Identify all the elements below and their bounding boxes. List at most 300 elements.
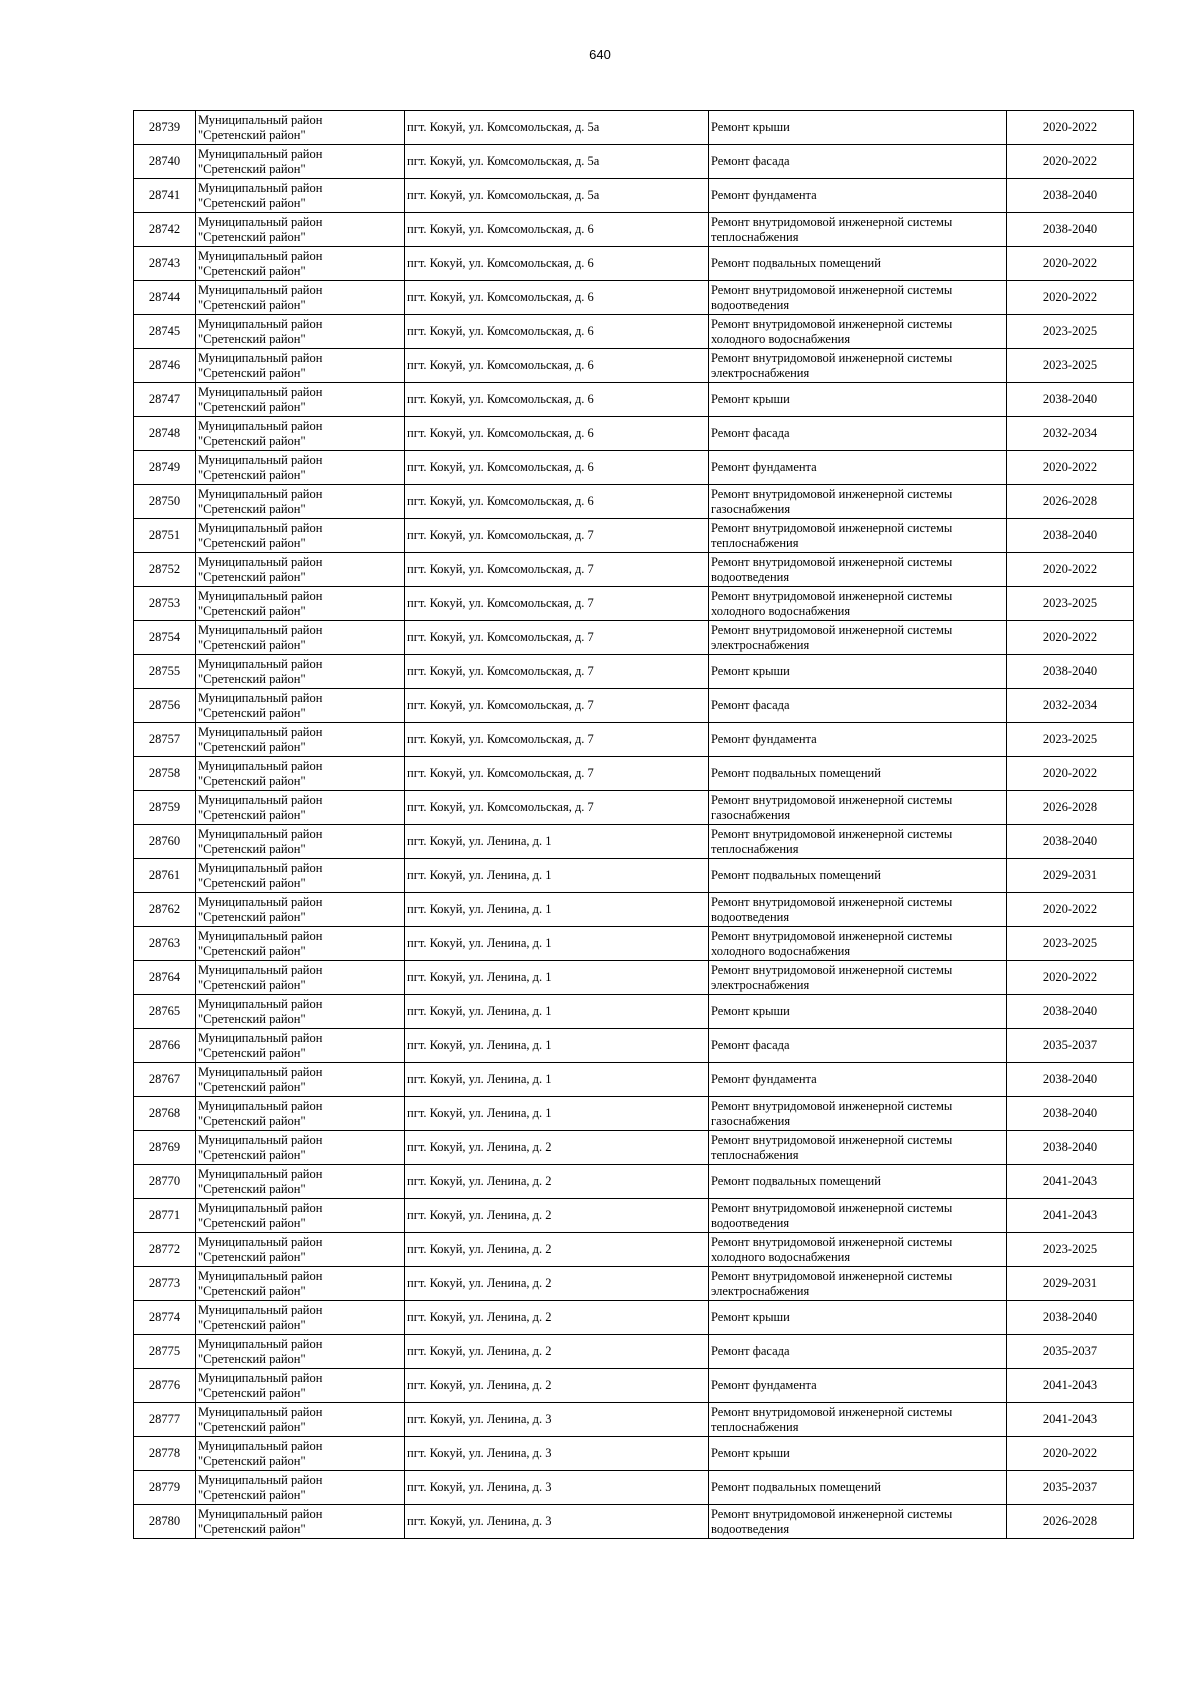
municipality-line-1: Муниципальный район <box>198 962 323 977</box>
table-row <box>134 417 1134 451</box>
period-cell: 2038-2040 <box>1007 655 1134 689</box>
work-type-line-1: Ремонт фундамента <box>711 188 817 202</box>
municipality-cell <box>196 723 405 757</box>
work-type-cell <box>709 247 1007 281</box>
address-cell: пгт. Кокуй, ул. Комсомольская, д. 6 <box>405 485 709 519</box>
work-type-line-2: теплоснабжения <box>711 1147 799 1162</box>
record-number-cell: 28764 <box>134 961 196 995</box>
period-cell: 2038-2040 <box>1007 179 1134 213</box>
work-type-line-1: Ремонт подвальных помещений <box>711 868 881 882</box>
record-number-cell: 28752 <box>134 553 196 587</box>
work-type-line-1: Ремонт фасада <box>711 426 790 440</box>
work-type-line-1: Ремонт внутридомовой инженерной системы <box>711 826 953 841</box>
work-type-line-2: водоотведения <box>711 909 790 924</box>
table-row <box>134 1505 1134 1539</box>
table-row <box>134 111 1134 145</box>
municipality-cell <box>196 757 405 791</box>
municipality-line-2: "Сретенский район" <box>198 1215 306 1230</box>
period-cell: 2023-2025 <box>1007 315 1134 349</box>
municipality-line-1: Муниципальный район <box>198 418 323 433</box>
municipality-cell <box>196 1165 405 1199</box>
municipality-cell <box>196 1131 405 1165</box>
work-type-cell <box>709 1233 1007 1267</box>
work-type-line-1: Ремонт подвальных помещений <box>711 766 881 780</box>
table-row <box>134 1063 1134 1097</box>
address-cell: пгт. Кокуй, ул. Комсомольская, д. 7 <box>405 723 709 757</box>
municipality-line-2: "Сретенский район" <box>198 1249 306 1264</box>
work-type-cell <box>709 1063 1007 1097</box>
period-cell: 2026-2028 <box>1007 485 1134 519</box>
municipality-cell <box>196 587 405 621</box>
address-cell: пгт. Кокуй, ул. Комсомольская, д. 7 <box>405 587 709 621</box>
municipality-cell <box>196 791 405 825</box>
work-type-cell <box>709 1301 1007 1335</box>
municipality-line-2: "Сретенский район" <box>198 1283 306 1298</box>
period-cell: 2035-2037 <box>1007 1471 1134 1505</box>
table-row <box>134 1097 1134 1131</box>
work-type-cell <box>709 859 1007 893</box>
municipality-line-2: "Сретенский район" <box>198 603 306 618</box>
period-cell: 2038-2040 <box>1007 1097 1134 1131</box>
table-row <box>134 757 1134 791</box>
municipality-cell <box>196 553 405 587</box>
record-number-cell: 28747 <box>134 383 196 417</box>
period-cell: 2023-2025 <box>1007 587 1134 621</box>
work-type-line-1: Ремонт подвальных помещений <box>711 1480 881 1494</box>
municipality-line-2: "Сретенский район" <box>198 195 306 210</box>
municipality-line-2: "Сретенский район" <box>198 671 306 686</box>
address-cell: пгт. Кокуй, ул. Ленина, д. 1 <box>405 995 709 1029</box>
record-number-cell: 28771 <box>134 1199 196 1233</box>
record-number-cell: 28757 <box>134 723 196 757</box>
record-number-cell: 28751 <box>134 519 196 553</box>
record-number-cell: 28775 <box>134 1335 196 1369</box>
work-type-line-1: Ремонт крыши <box>711 1310 790 1324</box>
municipality-cell <box>196 383 405 417</box>
municipality-line-1: Муниципальный район <box>198 758 323 773</box>
address-cell: пгт. Кокуй, ул. Ленина, д. 2 <box>405 1131 709 1165</box>
work-type-line-1: Ремонт фасада <box>711 1344 790 1358</box>
municipality-line-2: "Сретенский район" <box>198 297 306 312</box>
municipality-line-1: Муниципальный район <box>198 316 323 331</box>
record-number-cell: 28779 <box>134 1471 196 1505</box>
work-type-cell <box>709 621 1007 655</box>
record-number-cell: 28769 <box>134 1131 196 1165</box>
period-cell: 2026-2028 <box>1007 1505 1134 1539</box>
table-row <box>134 1199 1134 1233</box>
address-cell: пгт. Кокуй, ул. Комсомольская, д. 6 <box>405 451 709 485</box>
work-type-line-1: Ремонт внутридомовой инженерной системы <box>711 282 953 297</box>
work-type-cell <box>709 927 1007 961</box>
municipality-line-2: "Сретенский район" <box>198 127 306 142</box>
municipality-line-1: Муниципальный район <box>198 792 323 807</box>
work-type-cell <box>709 1097 1007 1131</box>
table-row <box>134 995 1134 1029</box>
record-number-cell: 28749 <box>134 451 196 485</box>
address-cell: пгт. Кокуй, ул. Ленина, д. 1 <box>405 825 709 859</box>
municipality-cell <box>196 417 405 451</box>
address-cell: пгт. Кокуй, ул. Ленина, д. 2 <box>405 1267 709 1301</box>
address-cell: пгт. Кокуй, ул. Ленина, д. 1 <box>405 1097 709 1131</box>
municipality-line-1: Муниципальный район <box>198 1200 323 1215</box>
municipality-line-1: Муниципальный район <box>198 1064 323 1079</box>
municipality-line-1: Муниципальный район <box>198 928 323 943</box>
address-cell: пгт. Кокуй, ул. Комсомольская, д. 6 <box>405 213 709 247</box>
work-type-line-1: Ремонт подвальных помещений <box>711 256 881 270</box>
record-number-cell: 28762 <box>134 893 196 927</box>
table-row <box>134 587 1134 621</box>
record-number-cell: 28763 <box>134 927 196 961</box>
work-type-cell <box>709 825 1007 859</box>
municipality-line-2: "Сретенский район" <box>198 1453 306 1468</box>
address-cell: пгт. Кокуй, ул. Ленина, д. 1 <box>405 961 709 995</box>
address-cell: пгт. Кокуй, ул. Ленина, д. 2 <box>405 1199 709 1233</box>
municipality-cell <box>196 247 405 281</box>
municipality-line-1: Муниципальный район <box>198 826 323 841</box>
work-type-line-1: Ремонт внутридомовой инженерной системы <box>711 894 953 909</box>
municipality-line-2: "Сретенский район" <box>198 263 306 278</box>
table-row <box>134 519 1134 553</box>
table-row <box>134 927 1134 961</box>
work-type-line-1: Ремонт внутридомовой инженерной системы <box>711 554 953 569</box>
municipality-cell <box>196 1369 405 1403</box>
table-row <box>134 893 1134 927</box>
record-number-cell: 28759 <box>134 791 196 825</box>
municipality-cell <box>196 995 405 1029</box>
work-type-cell <box>709 655 1007 689</box>
work-type-cell <box>709 553 1007 587</box>
work-type-cell <box>709 893 1007 927</box>
municipality-line-1: Муниципальный район <box>198 724 323 739</box>
table-row <box>134 1131 1134 1165</box>
municipality-line-1: Муниципальный район <box>198 1098 323 1113</box>
work-type-cell <box>709 1199 1007 1233</box>
address-cell: пгт. Кокуй, ул. Ленина, д. 2 <box>405 1369 709 1403</box>
municipality-line-1: Муниципальный район <box>198 1370 323 1385</box>
municipality-line-2: "Сретенский район" <box>198 433 306 448</box>
work-type-cell <box>709 995 1007 1029</box>
work-type-line-1: Ремонт внутридомовой инженерной системы <box>711 214 953 229</box>
table-row <box>134 791 1134 825</box>
municipality-line-2: "Сретенский район" <box>198 535 306 550</box>
work-type-cell <box>709 1437 1007 1471</box>
work-type-cell <box>709 1505 1007 1539</box>
work-type-cell <box>709 1369 1007 1403</box>
work-type-cell <box>709 145 1007 179</box>
municipality-line-2: "Сретенский район" <box>198 1419 306 1434</box>
table-row <box>134 1369 1134 1403</box>
period-cell: 2020-2022 <box>1007 961 1134 995</box>
work-type-cell <box>709 689 1007 723</box>
table-body <box>134 111 1134 1539</box>
work-type-cell <box>709 1267 1007 1301</box>
work-type-line-1: Ремонт внутридомовой инженерной системы <box>711 962 953 977</box>
period-cell: 2041-2043 <box>1007 1199 1134 1233</box>
table-row <box>134 1267 1134 1301</box>
work-type-line-1: Ремонт фундамента <box>711 460 817 474</box>
address-cell: пгт. Кокуй, ул. Комсомольская, д. 6 <box>405 315 709 349</box>
address-cell: пгт. Кокуй, ул. Ленина, д. 1 <box>405 1063 709 1097</box>
work-type-line-1: Ремонт крыши <box>711 1446 790 1460</box>
municipality-line-1: Муниципальный район <box>198 588 323 603</box>
municipality-cell <box>196 451 405 485</box>
period-cell: 2020-2022 <box>1007 111 1134 145</box>
work-type-line-1: Ремонт внутридомовой инженерной системы <box>711 1506 953 1521</box>
work-type-line-1: Ремонт внутридомовой инженерной системы <box>711 928 953 943</box>
record-number-cell: 28740 <box>134 145 196 179</box>
work-type-cell <box>709 791 1007 825</box>
address-cell: пгт. Кокуй, ул. Ленина, д. 1 <box>405 893 709 927</box>
work-type-cell <box>709 1165 1007 1199</box>
work-type-line-1: Ремонт фасада <box>711 154 790 168</box>
municipality-cell <box>196 689 405 723</box>
address-cell: пгт. Кокуй, ул. Комсомольская, д. 7 <box>405 519 709 553</box>
municipality-line-1: Муниципальный район <box>198 282 323 297</box>
table-row <box>134 145 1134 179</box>
period-cell: 2041-2043 <box>1007 1369 1134 1403</box>
municipality-cell <box>196 213 405 247</box>
work-type-line-2: электроснабжения <box>711 637 810 652</box>
municipality-line-2: "Сретенский район" <box>198 977 306 992</box>
municipality-line-1: Муниципальный район <box>198 690 323 705</box>
address-cell: пгт. Кокуй, ул. Комсомольская, д. 7 <box>405 689 709 723</box>
record-number-cell: 28768 <box>134 1097 196 1131</box>
work-type-line-2: газоснабжения <box>711 1113 791 1128</box>
table-row <box>134 723 1134 757</box>
table-row <box>134 961 1134 995</box>
work-type-line-1: Ремонт внутридомовой инженерной системы <box>711 1404 953 1419</box>
municipality-line-2: "Сретенский район" <box>198 909 306 924</box>
record-number-cell: 28745 <box>134 315 196 349</box>
address-cell: пгт. Кокуй, ул. Ленина, д. 3 <box>405 1471 709 1505</box>
work-type-line-2: теплоснабжения <box>711 1419 799 1434</box>
work-type-cell <box>709 1403 1007 1437</box>
work-type-line-2: электроснабжения <box>711 365 810 380</box>
work-type-line-1: Ремонт внутридомовой инженерной системы <box>711 520 953 535</box>
period-cell: 2020-2022 <box>1007 757 1134 791</box>
municipality-cell <box>196 621 405 655</box>
work-type-line-1: Ремонт крыши <box>711 120 790 134</box>
table-row <box>134 383 1134 417</box>
municipality-line-1: Муниципальный район <box>198 520 323 535</box>
period-cell: 2038-2040 <box>1007 1131 1134 1165</box>
table-row <box>134 1437 1134 1471</box>
municipality-line-1: Муниципальный район <box>198 1472 323 1487</box>
period-cell: 2020-2022 <box>1007 553 1134 587</box>
address-cell: пгт. Кокуй, ул. Комсомольская, д. 6 <box>405 383 709 417</box>
municipality-line-2: "Сретенский район" <box>198 1317 306 1332</box>
municipality-cell <box>196 1199 405 1233</box>
municipality-cell <box>196 281 405 315</box>
work-type-line-2: теплоснабжения <box>711 841 799 856</box>
municipality-line-2: "Сретенский район" <box>198 501 306 516</box>
work-type-line-1: Ремонт внутридомовой инженерной системы <box>711 622 953 637</box>
period-cell: 2029-2031 <box>1007 859 1134 893</box>
period-cell: 2038-2040 <box>1007 213 1134 247</box>
municipality-line-2: "Сретенский район" <box>198 161 306 176</box>
record-number-cell: 28761 <box>134 859 196 893</box>
work-type-cell <box>709 519 1007 553</box>
work-type-line-1: Ремонт внутридомовой инженерной системы <box>711 350 953 365</box>
address-cell: пгт. Кокуй, ул. Ленина, д. 3 <box>405 1437 709 1471</box>
period-cell: 2020-2022 <box>1007 621 1134 655</box>
municipality-line-1: Муниципальный район <box>198 1166 323 1181</box>
table-row <box>134 689 1134 723</box>
address-cell: пгт. Кокуй, ул. Комсомольская, д. 6 <box>405 417 709 451</box>
work-type-line-1: Ремонт внутридомовой инженерной системы <box>711 1132 953 1147</box>
period-cell: 2041-2043 <box>1007 1165 1134 1199</box>
municipality-line-2: "Сретенский район" <box>198 1385 306 1400</box>
period-cell: 2038-2040 <box>1007 995 1134 1029</box>
period-cell: 2035-2037 <box>1007 1335 1134 1369</box>
work-type-line-1: Ремонт внутридомовой инженерной системы <box>711 1268 953 1283</box>
address-cell: пгт. Кокуй, ул. Ленина, д. 1 <box>405 1029 709 1063</box>
period-cell: 2032-2034 <box>1007 417 1134 451</box>
work-type-line-1: Ремонт внутридомовой инженерной системы <box>711 486 953 501</box>
table-row <box>134 859 1134 893</box>
work-type-cell <box>709 417 1007 451</box>
municipality-line-2: "Сретенский район" <box>198 739 306 754</box>
municipality-line-1: Муниципальный район <box>198 1234 323 1249</box>
repair-schedule-table <box>133 110 1134 1539</box>
work-type-cell <box>709 723 1007 757</box>
municipality-line-1: Муниципальный район <box>198 656 323 671</box>
work-type-line-2: холодного водоснабжения <box>711 331 851 346</box>
municipality-cell <box>196 859 405 893</box>
work-type-cell <box>709 383 1007 417</box>
municipality-line-1: Муниципальный район <box>198 180 323 195</box>
work-type-line-2: водоотведения <box>711 569 790 584</box>
municipality-cell <box>196 519 405 553</box>
municipality-cell <box>196 1335 405 1369</box>
municipality-line-2: "Сретенский район" <box>198 875 306 890</box>
municipality-line-2: "Сретенский район" <box>198 1487 306 1502</box>
work-type-line-1: Ремонт крыши <box>711 664 790 678</box>
record-number-cell: 28756 <box>134 689 196 723</box>
municipality-line-2: "Сретенский район" <box>198 1011 306 1026</box>
work-type-line-2: теплоснабжения <box>711 229 799 244</box>
work-type-line-2: электроснабжения <box>711 1283 810 1298</box>
municipality-line-1: Муниципальный район <box>198 996 323 1011</box>
period-cell: 2038-2040 <box>1007 1301 1134 1335</box>
record-number-cell: 28743 <box>134 247 196 281</box>
table-row <box>134 179 1134 213</box>
municipality-cell <box>196 927 405 961</box>
record-number-cell: 28748 <box>134 417 196 451</box>
address-cell: пгт. Кокуй, ул. Комсомольская, д. 5а <box>405 179 709 213</box>
municipality-cell <box>196 1029 405 1063</box>
table-row <box>134 1301 1134 1335</box>
work-type-cell <box>709 179 1007 213</box>
municipality-line-1: Муниципальный район <box>198 894 323 909</box>
work-type-cell <box>709 111 1007 145</box>
table-row <box>134 349 1134 383</box>
municipality-line-1: Муниципальный район <box>198 554 323 569</box>
record-number-cell: 28741 <box>134 179 196 213</box>
record-number-cell: 28776 <box>134 1369 196 1403</box>
record-number-cell: 28758 <box>134 757 196 791</box>
municipality-cell <box>196 1063 405 1097</box>
municipality-line-1: Муниципальный район <box>198 1030 323 1045</box>
record-number-cell: 28773 <box>134 1267 196 1301</box>
municipality-cell <box>196 485 405 519</box>
period-cell: 2026-2028 <box>1007 791 1134 825</box>
record-number-cell: 28753 <box>134 587 196 621</box>
table-row <box>134 1403 1134 1437</box>
record-number-cell: 28780 <box>134 1505 196 1539</box>
table-row <box>134 1233 1134 1267</box>
record-number-cell: 28766 <box>134 1029 196 1063</box>
work-type-cell <box>709 349 1007 383</box>
work-type-line-2: теплоснабжения <box>711 535 799 550</box>
municipality-cell <box>196 1097 405 1131</box>
work-type-cell <box>709 485 1007 519</box>
municipality-cell <box>196 111 405 145</box>
municipality-cell <box>196 655 405 689</box>
table-row <box>134 621 1134 655</box>
municipality-line-2: "Сретенский район" <box>198 467 306 482</box>
record-number-cell: 28744 <box>134 281 196 315</box>
work-type-line-1: Ремонт внутридомовой инженерной системы <box>711 1098 953 1113</box>
municipality-line-2: "Сретенский район" <box>198 773 306 788</box>
period-cell: 2038-2040 <box>1007 383 1134 417</box>
work-type-line-1: Ремонт крыши <box>711 1004 790 1018</box>
municipality-line-1: Муниципальный район <box>198 384 323 399</box>
work-type-line-1: Ремонт внутридомовой инженерной системы <box>711 588 953 603</box>
table-row <box>134 213 1134 247</box>
record-number-cell: 28765 <box>134 995 196 1029</box>
address-cell: пгт. Кокуй, ул. Комсомольская, д. 7 <box>405 655 709 689</box>
address-cell: пгт. Кокуй, ул. Комсомольская, д. 6 <box>405 247 709 281</box>
period-cell: 2038-2040 <box>1007 1063 1134 1097</box>
municipality-line-2: "Сретенский район" <box>198 841 306 856</box>
page-number: 640 <box>589 47 611 62</box>
period-cell: 2023-2025 <box>1007 927 1134 961</box>
work-type-cell <box>709 961 1007 995</box>
work-type-line-2: газоснабжения <box>711 807 791 822</box>
address-cell: пгт. Кокуй, ул. Комсомольская, д. 6 <box>405 281 709 315</box>
address-cell: пгт. Кокуй, ул. Комсомольская, д. 6 <box>405 349 709 383</box>
municipality-line-1: Муниципальный район <box>198 1404 323 1419</box>
municipality-line-2: "Сретенский район" <box>198 1079 306 1094</box>
municipality-line-1: Муниципальный район <box>198 146 323 161</box>
municipality-line-2: "Сретенский район" <box>198 1147 306 1162</box>
municipality-cell <box>196 961 405 995</box>
address-cell: пгт. Кокуй, ул. Комсомольская, д. 7 <box>405 757 709 791</box>
work-type-line-1: Ремонт фасада <box>711 698 790 712</box>
table-row <box>134 247 1134 281</box>
municipality-line-1: Муниципальный район <box>198 1302 323 1317</box>
record-number-cell: 28746 <box>134 349 196 383</box>
table-row <box>134 281 1134 315</box>
work-type-line-2: холодного водоснабжения <box>711 1249 851 1264</box>
address-cell: пгт. Кокуй, ул. Ленина, д. 2 <box>405 1165 709 1199</box>
municipality-cell <box>196 1267 405 1301</box>
table-row <box>134 1335 1134 1369</box>
period-cell: 2035-2037 <box>1007 1029 1134 1063</box>
period-cell: 2023-2025 <box>1007 349 1134 383</box>
municipality-line-1: Муниципальный район <box>198 214 323 229</box>
municipality-cell <box>196 315 405 349</box>
table-row <box>134 655 1134 689</box>
municipality-line-1: Муниципальный район <box>198 622 323 637</box>
municipality-line-1: Муниципальный район <box>198 1268 323 1283</box>
work-type-line-1: Ремонт крыши <box>711 392 790 406</box>
municipality-line-1: Муниципальный район <box>198 1132 323 1147</box>
table-row <box>134 553 1134 587</box>
work-type-line-2: холодного водоснабжения <box>711 943 851 958</box>
municipality-cell <box>196 1233 405 1267</box>
